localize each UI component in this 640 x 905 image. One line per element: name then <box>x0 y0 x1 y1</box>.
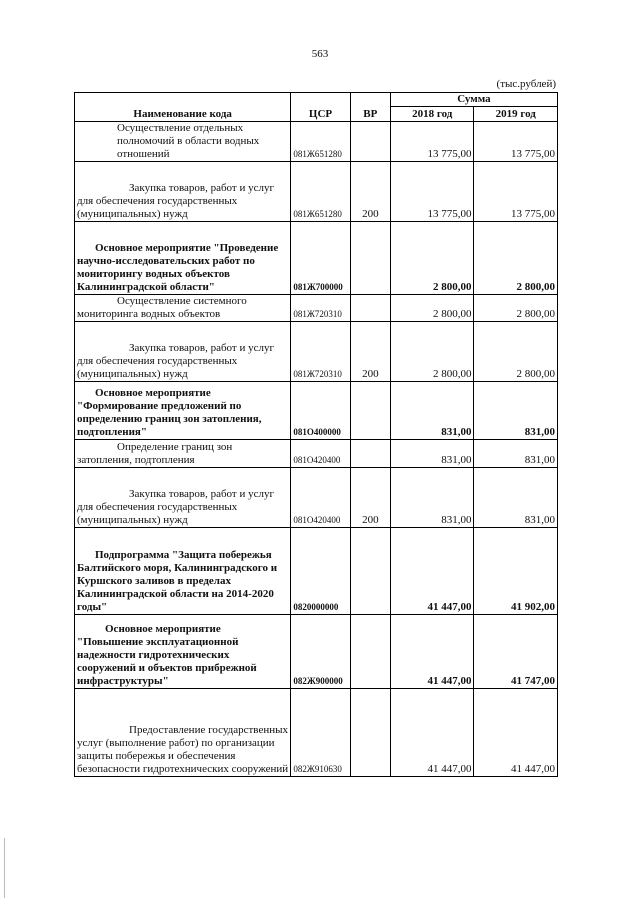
row-2018: 2 800,00 <box>390 322 474 382</box>
row-2018: 41 447,00 <box>390 689 474 777</box>
row-csr: 0820000000 <box>291 528 350 615</box>
row-2019: 831,00 <box>474 440 558 468</box>
units-label: (тыс.рублей) <box>496 78 556 90</box>
row-2018: 13 775,00 <box>390 122 474 162</box>
table-row <box>75 689 558 777</box>
row-2018: 831,00 <box>390 440 474 468</box>
row-csr: 081Ж720310 <box>291 322 350 382</box>
row-vr: 200 <box>350 322 390 382</box>
header-csr: ЦСР <box>291 93 350 122</box>
row-2019: 2 800,00 <box>474 322 558 382</box>
row-2019: 13 775,00 <box>474 162 558 222</box>
row-2018: 41 447,00 <box>390 615 474 689</box>
row-2018: 831,00 <box>390 468 474 528</box>
row-vr <box>350 122 390 162</box>
row-vr <box>350 295 390 322</box>
row-name: Закупка товаров, работ и услуг для обеспечения государственных (муниципальных) нужд <box>75 468 291 528</box>
row-name: Основное мероприятие "Повышение эксплуатационной надежности гидротехнических сооружений и объектов прибрежной инфраструктуры" <box>75 615 291 689</box>
row-2019: 41 902,00 <box>474 528 558 615</box>
row-vr <box>350 615 390 689</box>
row-csr: 082Ж900000 <box>291 615 350 689</box>
row-vr <box>350 689 390 777</box>
table-row <box>75 122 558 162</box>
row-csr: 081Ж700000 <box>291 222 350 295</box>
row-2018: 2 800,00 <box>390 295 474 322</box>
row-csr: 082Ж910630 <box>291 689 350 777</box>
row-name: Осуществление системного мониторинга водных объектов <box>75 295 291 322</box>
row-vr <box>350 440 390 468</box>
table-row <box>75 322 558 382</box>
row-name: Закупка товаров, работ и услуг для обеспечения государственных (муниципальных) нужд <box>75 322 291 382</box>
table-row <box>75 382 558 440</box>
header-sum: Сумма <box>390 93 557 107</box>
row-2019: 831,00 <box>474 382 558 440</box>
table-row <box>75 528 558 615</box>
row-2019: 41 747,00 <box>474 615 558 689</box>
row-2018: 831,00 <box>390 382 474 440</box>
table-row <box>75 295 558 322</box>
header-year-2018: 2018 год <box>390 107 474 122</box>
row-name: Предоставление государственных услуг (выполнение работ) по организации защиты побережья и обеспечения безопасности гидротехнических сооружений <box>75 689 291 777</box>
row-name: Определение границ зон затопления, подтопления <box>75 440 291 468</box>
row-csr: 081О420400 <box>291 468 350 528</box>
row-vr <box>350 222 390 295</box>
row-csr: 081Ж720310 <box>291 295 350 322</box>
row-2018: 2 800,00 <box>390 222 474 295</box>
scan-artifact <box>4 838 5 898</box>
row-csr: 081Ж651280 <box>291 162 350 222</box>
table-row <box>75 162 558 222</box>
header-name: Наименование кода <box>75 93 291 122</box>
table-row <box>75 468 558 528</box>
row-name: Подпрограмма "Защита побережья Балтийского моря, Калининградского и Куршского заливов в пределах Калининградской области на 2014-2020 годы" <box>75 528 291 615</box>
row-csr: 081Ж651280 <box>291 122 350 162</box>
row-2019: 41 447,00 <box>474 689 558 777</box>
row-2019: 831,00 <box>474 468 558 528</box>
row-2019: 13 775,00 <box>474 122 558 162</box>
row-csr: 081О420400 <box>291 440 350 468</box>
row-csr: 081О400000 <box>291 382 350 440</box>
row-vr <box>350 382 390 440</box>
row-name: Осуществление отдельных полномочий в области водных отношений <box>75 122 291 162</box>
table-row <box>75 222 558 295</box>
table-row <box>75 615 558 689</box>
header-vr: ВР <box>350 93 390 122</box>
table-row <box>75 440 558 468</box>
row-name: Закупка товаров, работ и услуг для обеспечения государственных (муниципальных) нужд <box>75 162 291 222</box>
row-name: Основное мероприятие "Проведение научно-исследовательских работ по мониторингу водных объектов Калининградской области" <box>75 222 291 295</box>
row-vr: 200 <box>350 162 390 222</box>
row-2019: 2 800,00 <box>474 295 558 322</box>
row-2018: 41 447,00 <box>390 528 474 615</box>
row-vr <box>350 528 390 615</box>
row-2018: 13 775,00 <box>390 162 474 222</box>
budget-table <box>74 92 558 777</box>
row-name: Основное мероприятие "Формирование предложений по определению границ зон затопления, подтопления" <box>75 382 291 440</box>
page-number: 563 <box>311 48 329 60</box>
row-vr: 200 <box>350 468 390 528</box>
header-year-2019: 2019 год <box>474 107 558 122</box>
row-2019: 2 800,00 <box>474 222 558 295</box>
